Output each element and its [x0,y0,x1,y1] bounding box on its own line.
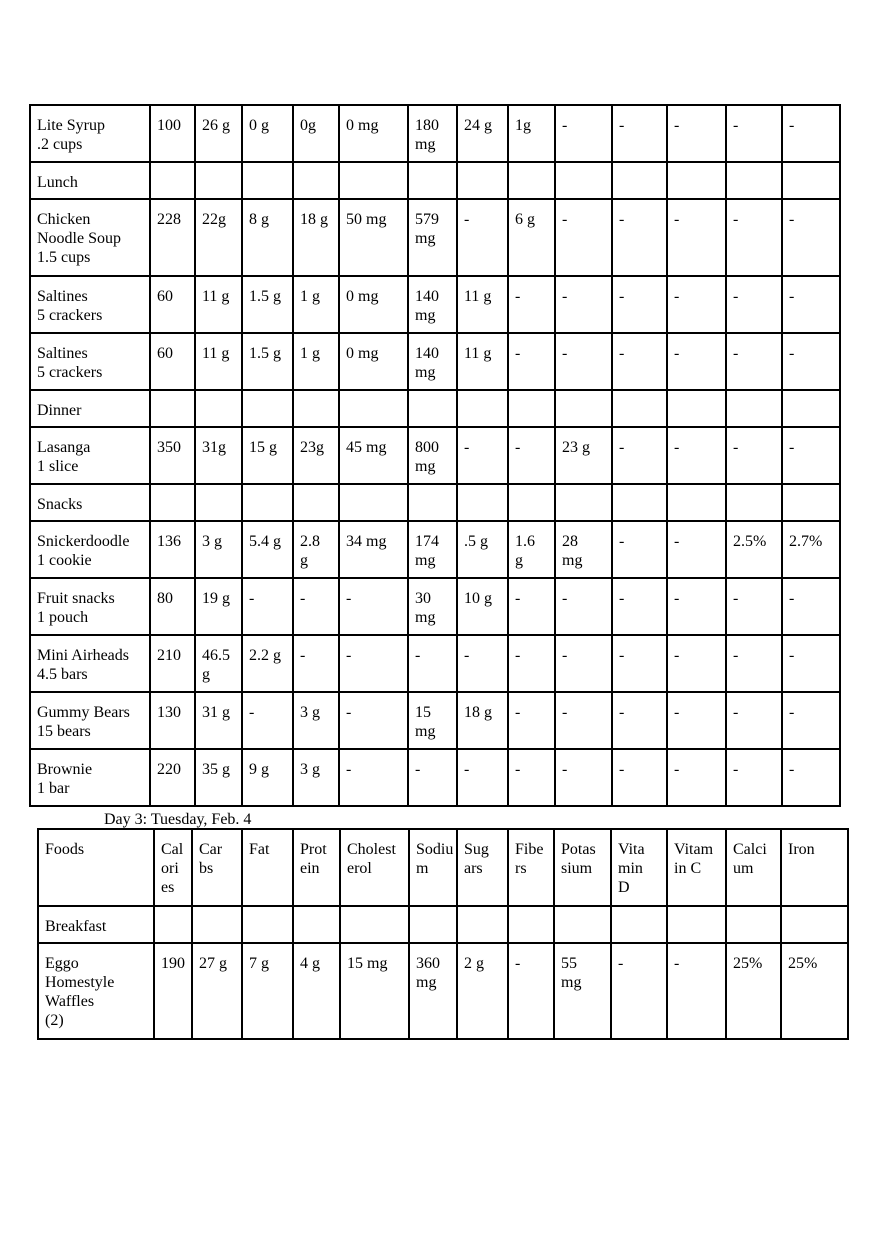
nutrient-value-cell: 0g [293,105,339,162]
nutrient-value-cell: - [667,521,726,578]
nutrient-value-cell: - [667,105,726,162]
nutrient-value-cell: 1 g [293,276,339,333]
nutrient-value-cell [293,906,340,943]
nutrient-value-cell: - [667,333,726,390]
nutrient-value-cell: - [457,427,508,484]
nutrient-value-cell [782,162,840,199]
nutrient-value-cell: - [457,635,508,692]
nutrient-value-cell: 23g [293,427,339,484]
nutrient-value-cell: 579 mg [408,199,457,276]
nutrient-value-cell: - [508,333,555,390]
nutrient-value-cell: 350 [150,427,195,484]
nutrient-value-cell [192,906,242,943]
nutrient-value-cell: 2.5% [726,521,782,578]
nutrient-value-cell [242,906,293,943]
nutrient-value-cell: - [339,692,408,749]
nutrient-value-cell [154,906,192,943]
nutrient-value-cell: 25% [781,943,848,1039]
nutrient-value-cell: 34 mg [339,521,408,578]
table1-row [30,390,840,427]
nutrient-value-cell [150,484,195,521]
nutrient-value-cell: - [782,635,840,692]
nutrient-value-cell: 7 g [242,943,293,1039]
nutrient-value-cell: - [555,749,612,806]
nutrient-value-cell: .5 g [457,521,508,578]
nutrient-value-cell: - [612,635,667,692]
table1-row [30,749,840,806]
nutrient-value-cell: 10 g [457,578,508,635]
nutrient-value-cell: 11 g [195,276,242,333]
nutrient-value-cell: - [555,692,612,749]
nutrient-value-cell [195,484,242,521]
nutrient-value-cell: 0 mg [339,333,408,390]
nutrient-value-cell [409,906,457,943]
nutrient-value-cell [612,162,667,199]
nutrient-value-cell: - [555,199,612,276]
nutrient-value-cell: - [339,578,408,635]
nutrient-value-cell: 1.6 g [508,521,555,578]
column-header: Cholest erol [340,829,409,906]
nutrient-value-cell: - [667,199,726,276]
nutrient-value-cell [195,162,242,199]
nutrient-value-cell [339,484,408,521]
nutrient-value-cell [726,390,782,427]
nutrient-value-cell: - [555,333,612,390]
nutrient-value-cell: 2.7% [782,521,840,578]
nutrient-value-cell: - [782,578,840,635]
nutrient-value-cell: 1.5 g [242,276,293,333]
nutrient-value-cell [555,484,612,521]
nutrient-value-cell: - [508,276,555,333]
nutrient-value-cell: - [726,105,782,162]
column-header: Fibe rs [508,829,554,906]
nutrient-value-cell: - [726,749,782,806]
nutrient-value-cell [555,390,612,427]
nutrient-value-cell: - [667,943,726,1039]
nutrient-value-cell: 11 g [457,333,508,390]
nutrient-value-cell: 3 g [293,692,339,749]
nutrient-value-cell: 15 g [242,427,293,484]
nutrient-value-cell: - [726,199,782,276]
nutrient-value-cell [195,390,242,427]
nutrient-value-cell: 23 g [555,427,612,484]
food-name-cell: Dinner [30,390,150,427]
food-name-cell: Saltines 5 crackers [30,276,150,333]
nutrient-value-cell: 100 [150,105,195,162]
nutrient-value-cell: 210 [150,635,195,692]
day3-nutrition-table [37,828,849,1040]
nutrient-value-cell: 3 g [195,521,242,578]
nutrient-value-cell: 31g [195,427,242,484]
table1-row [30,276,840,333]
nutrient-value-cell: - [667,635,726,692]
food-name-cell: Lite Syrup .2 cups [30,105,150,162]
nutrient-value-cell [150,390,195,427]
nutrient-value-cell: - [726,692,782,749]
nutrient-value-cell: 80 [150,578,195,635]
nutrient-value-cell [242,484,293,521]
nutrient-value-cell [508,484,555,521]
table1-row [30,578,840,635]
nutrient-value-cell [554,906,611,943]
food-name-cell: Fruit snacks 1 pouch [30,578,150,635]
nutrient-value-cell: - [293,578,339,635]
nutrient-value-cell [611,906,667,943]
nutrient-value-cell: 174 mg [408,521,457,578]
nutrient-value-cell: - [667,276,726,333]
nutrient-value-cell: 0 mg [339,105,408,162]
nutrient-value-cell [150,162,195,199]
nutrient-value-cell: 5.4 g [242,521,293,578]
column-header: Car bs [192,829,242,906]
nutrient-value-cell: - [508,635,555,692]
nutrient-value-cell: - [612,521,667,578]
nutrient-value-cell: - [726,276,782,333]
column-header: Fat [242,829,293,906]
nutrient-value-cell: - [339,635,408,692]
food-name-cell: Chicken Noodle Soup 1.5 cups [30,199,150,276]
nutrient-value-cell: 50 mg [339,199,408,276]
nutrient-value-cell [408,390,457,427]
nutrient-value-cell: - [667,692,726,749]
column-header: Sug ars [457,829,508,906]
nutrient-value-cell: - [508,692,555,749]
nutrient-value-cell: 2 g [457,943,508,1039]
food-name-cell: Snickerdoodle 1 cookie [30,521,150,578]
nutrient-value-cell: - [726,578,782,635]
column-header: Potas sium [554,829,611,906]
nutrient-value-cell [508,390,555,427]
nutrient-value-cell: 190 [154,943,192,1039]
nutrient-value-cell: - [339,749,408,806]
nutrient-value-cell: - [667,427,726,484]
nutrient-value-cell: - [782,692,840,749]
nutrient-value-cell: 46.5 g [195,635,242,692]
day3-row [38,943,848,1039]
nutrient-value-cell: 140 mg [408,333,457,390]
food-name-cell: Lunch [30,162,150,199]
nutrient-value-cell: 28 mg [555,521,612,578]
food-name-cell: Snacks [30,484,150,521]
nutrient-value-cell [293,484,339,521]
column-header: Foods [38,829,154,906]
table1-row [30,484,840,521]
nutrient-value-cell: - [508,749,555,806]
nutrient-value-cell [508,162,555,199]
nutrient-value-cell: 2.2 g [242,635,293,692]
nutrient-value-cell: 19 g [195,578,242,635]
nutrient-value-cell [457,906,508,943]
nutrient-value-cell: - [726,635,782,692]
nutrient-value-cell: 136 [150,521,195,578]
column-header: Vita min D [611,829,667,906]
column-header: Iron [781,829,848,906]
column-header: Prot ein [293,829,340,906]
nutrient-value-cell: 18 g [293,199,339,276]
nutrient-value-cell [408,484,457,521]
nutrient-value-cell: 1 g [293,333,339,390]
table1-row [30,162,840,199]
nutrient-value-cell: 27 g [192,943,242,1039]
column-header: Vitam in C [667,829,726,906]
table1-row [30,427,840,484]
nutrient-value-cell: - [242,692,293,749]
nutrient-value-cell [782,390,840,427]
nutrient-value-cell [457,390,508,427]
food-name-cell: Lasanga 1 slice [30,427,150,484]
nutrient-value-cell: - [726,333,782,390]
nutrient-value-cell: - [726,427,782,484]
nutrient-value-cell: 26 g [195,105,242,162]
nutrient-value-cell [667,484,726,521]
nutrient-value-cell [726,484,782,521]
nutrient-value-cell: 2.8 g [293,521,339,578]
nutrient-value-cell: 1.5 g [242,333,293,390]
table1-row [30,692,840,749]
nutrient-value-cell: 24 g [457,105,508,162]
nutrient-value-cell: 18 g [457,692,508,749]
nutrient-value-cell [293,162,339,199]
nutrient-value-cell: - [508,427,555,484]
food-name-cell: Saltines 5 crackers [30,333,150,390]
nutrient-value-cell [612,390,667,427]
day2-nutrition-table [29,104,841,807]
nutrient-value-cell [457,484,508,521]
nutrient-value-cell: 9 g [242,749,293,806]
nutrient-value-cell [242,162,293,199]
nutrient-value-cell [667,162,726,199]
nutrient-value-cell: - [612,427,667,484]
nutrient-value-cell: 45 mg [339,427,408,484]
nutrient-value-cell: 8 g [242,199,293,276]
table1-row [30,333,840,390]
nutrient-value-cell [555,162,612,199]
nutrient-value-cell: 15 mg [340,943,409,1039]
nutrient-value-cell [726,162,782,199]
nutrient-value-cell [508,906,554,943]
nutrient-value-cell: 25% [726,943,781,1039]
nutrient-value-cell: 180 mg [408,105,457,162]
nutrient-value-cell [408,162,457,199]
nutrient-value-cell [242,390,293,427]
nutrient-value-cell: - [782,749,840,806]
nutrient-value-cell: - [293,635,339,692]
nutrient-value-cell: 11 g [457,276,508,333]
nutrient-value-cell: - [612,692,667,749]
nutrient-value-cell: 1g [508,105,555,162]
nutrient-value-cell: - [457,749,508,806]
nutrient-value-cell: - [508,943,554,1039]
table1-row [30,521,840,578]
nutrient-value-cell: 55 mg [554,943,611,1039]
nutrient-value-cell: - [612,749,667,806]
nutrient-value-cell: 4 g [293,943,340,1039]
nutrient-value-cell: 60 [150,276,195,333]
nutrient-value-cell: - [782,276,840,333]
nutrient-value-cell [612,484,667,521]
table1-row [30,635,840,692]
nutrient-value-cell: - [555,635,612,692]
nutrient-value-cell: 60 [150,333,195,390]
nutrient-value-cell: 30 mg [408,578,457,635]
column-header: Sodiu m [409,829,457,906]
nutrient-value-cell: - [408,635,457,692]
nutrient-value-cell [339,390,408,427]
nutrient-value-cell: 0 mg [339,276,408,333]
food-name-cell: Breakfast [38,906,154,943]
nutrient-value-cell: 15 mg [408,692,457,749]
nutrient-value-cell: - [457,199,508,276]
nutrient-value-cell: - [782,333,840,390]
nutrient-value-cell: - [667,749,726,806]
nutrient-value-cell: - [555,276,612,333]
nutrient-value-cell: - [782,105,840,162]
food-name-cell: Gummy Bears 15 bears [30,692,150,749]
nutrient-value-cell: - [242,578,293,635]
nutrient-value-cell: - [612,276,667,333]
nutrient-value-cell: 0 g [242,105,293,162]
nutrient-value-cell: 6 g [508,199,555,276]
header-row [38,829,848,906]
nutrient-value-cell [457,162,508,199]
nutrient-value-cell: - [782,199,840,276]
food-name-cell: Eggo Homestyle Waffles (2) [38,943,154,1039]
nutrient-value-cell: - [612,199,667,276]
nutrient-value-cell [781,906,848,943]
nutrient-value-cell [667,906,726,943]
nutrient-value-cell: 360 mg [409,943,457,1039]
nutrient-value-cell [726,906,781,943]
nutrient-value-cell: 11 g [195,333,242,390]
nutrient-value-cell: 140 mg [408,276,457,333]
nutrient-value-cell: 800 mg [408,427,457,484]
nutrient-value-cell: 31 g [195,692,242,749]
nutrient-value-cell: - [408,749,457,806]
nutrient-value-cell: 228 [150,199,195,276]
nutrient-value-cell: - [612,333,667,390]
nutrient-value-cell [340,906,409,943]
nutrient-value-cell [782,484,840,521]
nutrient-value-cell [339,162,408,199]
table1-row [30,199,840,276]
table1-row [30,105,840,162]
column-header: Calci um [726,829,781,906]
nutrient-value-cell: - [667,578,726,635]
day3-heading: Day 3: Tuesday, Feb. 4 [104,811,252,828]
day3-row [38,906,848,943]
nutrient-value-cell: 35 g [195,749,242,806]
nutrient-value-cell: - [611,943,667,1039]
nutrient-value-cell: - [508,578,555,635]
nutrient-value-cell: 220 [150,749,195,806]
nutrient-value-cell: - [612,105,667,162]
column-header: Cal ori es [154,829,192,906]
nutrient-value-cell: - [782,427,840,484]
nutrient-value-cell: - [555,578,612,635]
nutrient-value-cell [293,390,339,427]
food-name-cell: Mini Airheads 4.5 bars [30,635,150,692]
nutrient-value-cell: - [555,105,612,162]
nutrient-value-cell: 22g [195,199,242,276]
food-name-cell: Brownie 1 bar [30,749,150,806]
nutrient-value-cell: 130 [150,692,195,749]
nutrient-value-cell: - [612,578,667,635]
nutrient-value-cell: 3 g [293,749,339,806]
nutrient-value-cell [667,390,726,427]
